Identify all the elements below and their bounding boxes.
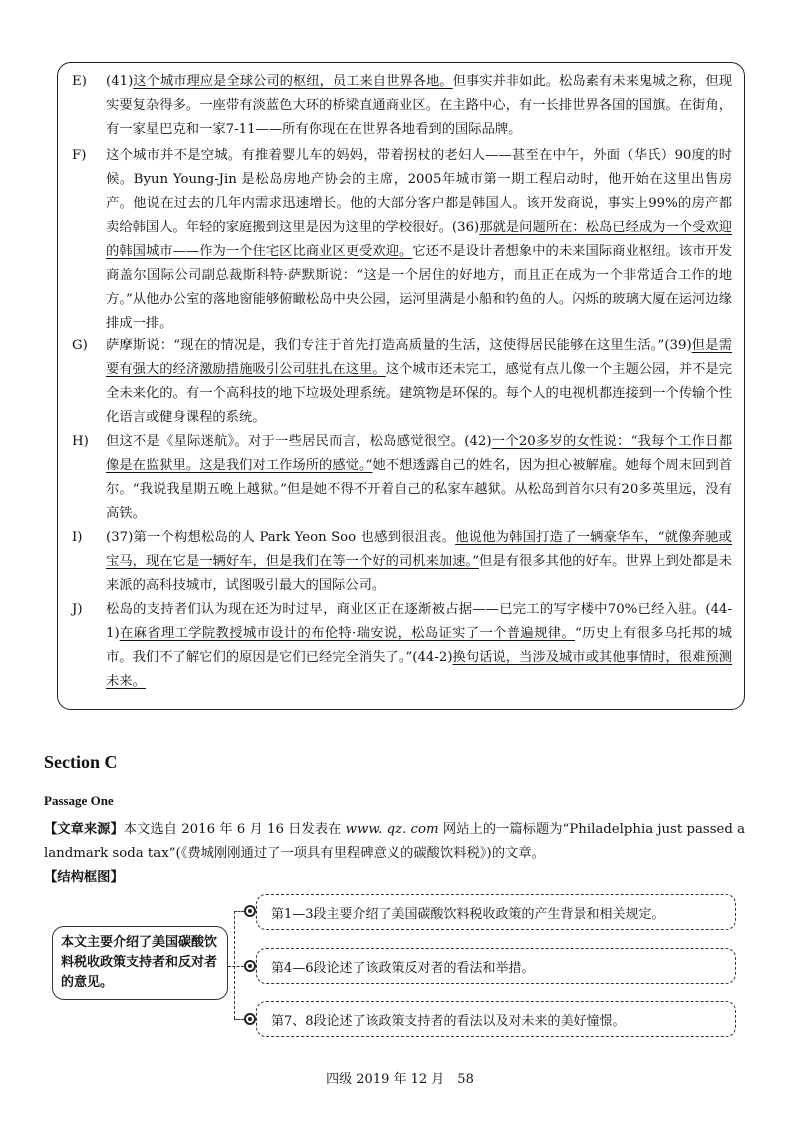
text-run: 但事实并非如此。松岛素有未来鬼城之称，但现实要复杂得多。一座带有淡蓝色大环的桥梁直通商业区。在主路中心，有一长排世界各国的国旗。在街角，有一家星巴克和一家7-11——所有你现在在世界各地看到的国际品牌。	[106, 74, 733, 137]
text-run: “历史上有很多乌托邦的城市。我们不了解它们的原因是它们已经完全消失了。”(44-2)	[106, 626, 732, 665]
source-text: 网站上的一篇标题为“Philadelphia just passed a landmark soda tax”(《费城刚刚通过了一项具有里程碑意义的碳酸饮料税》)的文章。	[44, 822, 746, 861]
paragraph-label: I)	[72, 530, 83, 545]
underlined-text: 一个20多岁的女性说：“我每个工作日都像是在监狱里。这是我们对工作场所的感觉。”	[106, 434, 732, 473]
main-summary-box: 本文主要介绍了美国碳酸饮料税收政策支持者和反对者的意见。	[52, 926, 228, 1000]
branch-box: 第4—6段论述了该政策反对者的看法和举措。	[256, 948, 736, 984]
article-source	[44, 818, 756, 866]
text-run: 它还不是设计者想象中的未来国际商业枢纽。该市开发商盖尔国际公司副总裁斯科特·萨默斯说：“这是一个居住的好地方，而且正在成为一个非常适合工作的地方。”从他办公室的落地窗能够俯瞰松岛中央公园，运河里满是小船和钓鱼的人。闪烁的玻璃大厦在运河边缘排成一排。	[106, 244, 733, 331]
page-footer: 四级 2019 年 12 月 58	[326, 1072, 474, 1087]
paragraph-h	[72, 430, 732, 526]
text-run: (41)	[106, 74, 134, 89]
paragraph-j	[72, 598, 732, 694]
paragraph-g	[72, 334, 732, 430]
passage-label: Passage One	[44, 793, 114, 808]
connector-line	[228, 966, 244, 967]
text-run: 但是有很多其他的好车。世界上到处都是未来派的高科技城市，试图吸引最大的国际公司。	[106, 554, 733, 593]
paragraph-label: E)	[72, 74, 87, 89]
text-run: 这个城市并不是空城。有推着婴儿车的妈妈，带着拐杖的老妇人——甚至在中午，外面（华氏）90度的时候。Byun Young-Jin 是松岛房地产协会的主席，2005年城市第一期工程启动时，他开始在这里出售房产。他说在过去的几年内需求迅速增长。他的大部分客户都是韩国人。该开发商说，事实上99%的房产都卖给韩国人。年轻的家庭搬到这里是因为这里的学校很好。(36)	[106, 148, 732, 235]
text-run: 但这不是《星际迷航》。对于一些居民而言，松岛感觉很空。(42)	[106, 434, 492, 449]
paragraph-label: J)	[72, 602, 83, 617]
underlined-text: 换句话说，当涉及城市或其他事情时，很难预测未来。	[106, 650, 733, 689]
paragraph-e	[72, 70, 732, 142]
source-text: 本文选自 2016 年 6 月 16 日发表在	[123, 822, 346, 837]
framework-label: 【结构框图】	[44, 870, 124, 885]
text-run: 她不想透露自己的姓名，因为担心被解雇。她每个周末回到首尔。“我说我星期五晚上越狱。”但是她不得不开着自己的私家车越狱。从松岛到首尔只有20多英里远，没有高铁。	[106, 458, 732, 521]
paragraph-label: H)	[72, 434, 89, 449]
branch-box: 第1—3段主要介绍了美国碳酸饮料税收政策的产生背景和相关规定。	[256, 894, 736, 930]
branch-box: 第7、8段论述了该政策支持者的看法以及对未来的美好憧憬。	[256, 1001, 736, 1037]
source-site: www. qz. com	[345, 822, 439, 837]
paragraph-text	[106, 144, 732, 336]
paragraph-text	[106, 526, 732, 598]
bullet-arrow-icon	[244, 905, 256, 917]
underlined-text: 这个城市理应是全球公司的枢纽，员工来自世界各地。	[133, 74, 453, 89]
section-title: Section C	[44, 752, 118, 772]
bullet-arrow-icon	[244, 960, 256, 972]
underlined-text: 他说他为韩国打造了一辆豪华车，“就像奔驰或宝马，现在它是一辆好车，但是我们在等一个好的司机来加速。”	[106, 530, 732, 569]
underlined-text: 在麻省理工学院教授城市设计的布伦特·瑞安说，松岛证实了一个普遍规律。	[119, 626, 576, 641]
paragraph-f	[72, 144, 732, 336]
text-run: 萨摩斯说：“现在的情况是，我们专注于首先打造高质量的生活，这使得居民能够在这里生活。”(39)	[106, 338, 692, 353]
paragraph-text	[106, 598, 732, 694]
connector-line	[234, 911, 244, 912]
paragraph-text	[106, 70, 732, 142]
connector-vertical	[234, 911, 235, 1019]
connector-line	[234, 1019, 244, 1020]
text-run: 这个城市还未完工，感觉有点儿像一个主题公园，并不是完全未来化的。有一个高科技的地下垃圾处理系统。建筑物是环保的。每个人的电视机都连接到一个传输个性化语言或健身课程的系统。	[106, 362, 733, 425]
source-label: 【文章来源】	[44, 822, 124, 837]
paragraph-label: F)	[72, 148, 87, 163]
paragraph-text	[106, 334, 732, 430]
text-run: (37)第一个构想松岛的人 Park Yeon Soo 也感到很沮丧。	[106, 530, 456, 545]
paragraph-text	[106, 430, 732, 526]
paragraph-label: G)	[72, 338, 88, 353]
paragraph-i	[72, 526, 732, 598]
bullet-arrow-icon	[244, 1013, 256, 1025]
underlined-text: 那就是问题所在：松岛已经成为一个受欢迎的韩国城市——作为一个住宅区比商业区更受欢迎。	[106, 220, 733, 259]
underlined-text: 但是需要有强大的经济激励措施吸引公司驻扎在这里。	[106, 338, 732, 377]
text-run: 松岛的支持者们认为现在还为时过早，商业区正在逐渐被占据——已完工的写字楼中70%已经入驻。(44-1)	[106, 602, 732, 641]
